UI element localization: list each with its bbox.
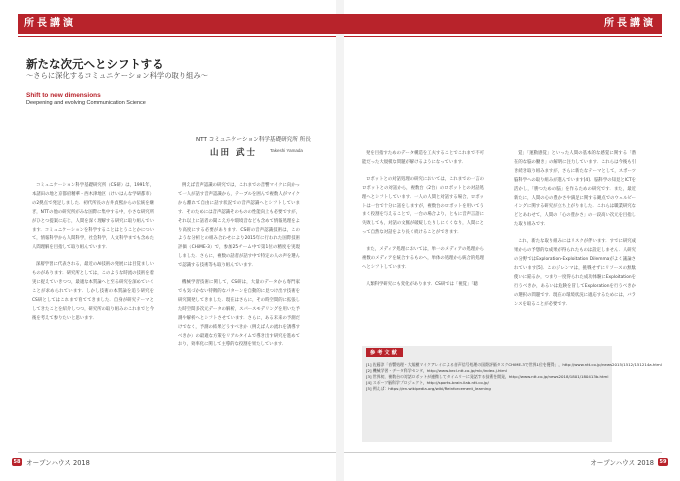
body-column-4 (514, 150, 636, 317)
body-column-2 (178, 182, 300, 358)
header-rule (18, 36, 336, 37)
references-title: 参考文献 (366, 348, 403, 357)
paragraph: また，メディア処理においては，単一のメディアの処理から複数のメディアを統合するものへ，単体の処理から統合的処理へとシフトしています． (362, 247, 484, 270)
reference-item: [2] 機械学習・データ科学センタ，http://www.kecl.ntt.co.jp/mlc/index.j.html (366, 368, 507, 373)
author-name-english: Takeshi Yamada (270, 148, 303, 153)
footer-event-label: オープンハウス 2018 (590, 459, 654, 467)
reference-item: [4] スポーツ脳科学プロジェクト，http://sports-brain.ilab.ntt.co.jp/ (366, 380, 489, 385)
paragraph: 覚」「運動感覚」といった人間の基本的な感覚に関する「潜在的な脳の働き」の解明に注力しています．これらは今後も引き続き取り組みますが，さらに新たなテーマとして，スポーツ脳科学への取り組みが進んでいます[4]．脳科学の知見とICTを活かし，「勝つための脳」を作るための研究です．また，最近新たに，人間の心の豊かさや満足に関する観点でのウェルビーイングに関する研究が立ち上がりました．これらは職業研究などとあわせて，人間の「心の豊かさ」の一段高い次元を目指した取り組みです． (514, 151, 636, 228)
footer-event-label: オープンハウス 2018 (26, 459, 90, 467)
reference-item: [3] 世界初，複数台の対話ロボットが連携してタイムリーに発話する技術を開発，http://www.ntt.co.jp/news2018/1801/180413b.html (366, 374, 609, 379)
body-column-3 (362, 150, 484, 298)
english-title: Shift to new dimensions (26, 92, 101, 99)
section-tab: 所長講演 (18, 14, 342, 34)
right-page (344, 0, 680, 481)
page-number-right: 59 (659, 459, 667, 465)
references-list (366, 362, 662, 392)
references-box (362, 346, 662, 442)
article-title: 新たな次元へとシフトする (26, 57, 164, 71)
page-number-left: 58 (13, 459, 21, 465)
footer-rule (18, 452, 336, 453)
reference-item: [1] 佐藤淳「音響処理・大規模マイクアレイによる音声信号処理の国際評価タスクCHiME-3で世界1位を獲得」，http://www.ntt.co.jp/news2015/1512/151214a.html (366, 362, 662, 367)
header-rule (344, 36, 662, 37)
left-page (0, 0, 336, 481)
body-column-1 (32, 182, 154, 332)
paragraph: ロボットとの対話処理の研究においては，これまでの一言のロボットとの対話から，複数台（2台）のロボットとの対話処理へとシフトしています．一人の人間と対話する場合，ロボットは一台で十分に話をしますが，複数台のロボットを用いてうまく役割を与えることで，一台の場合より，ともに音声言語に失敗しても，対話の文脈が破綻したりしにくくなり，人間にとって自然な対話をより長く続けることができます． (362, 176, 484, 236)
footer-rule (344, 452, 662, 453)
paragraph: これ，新たな取り組みにはリスクが伴います．すでに研究成果からの予想的な成果が得られたものは設定しません．人研究の分野ではExploration-Exploitation Dilemmaがよく議論されています[5]．このジレンマは，挑戦せずにリソースの無駄使いに陥るか，つまり一度得られた成功体験にExploitationを行うべきか，あるいは危険を冒してExplorationを行うべきかの選択の問題です．現在の環境状況に適応するためには，バランスを取ることが必要です． (514, 239, 636, 307)
section-tab: 所長講演 (338, 14, 662, 34)
reference-item: [5] 例えば：https://en.wikipedia.org/wiki/Reinforcement_learning (366, 386, 491, 391)
paragraph: 人類科学研究にも変化があります．CS研では「視覚」「聴 (366, 281, 478, 287)
article-subtitle: 〜さらに深化するコミュニケーション科学の取り組み〜 (26, 71, 208, 80)
author-name: 山田 武士 (210, 148, 257, 158)
english-subtitle: Deepening and evolving Communication Science (26, 100, 146, 106)
author-affiliation: NTT コミュニケーション科学基礎研究所 所長 (196, 137, 311, 143)
paragraph: 発を目指すためのデータ構造を工夫することでこれまで不可能だった大規模な問題が解けるようになっています． (362, 151, 484, 165)
paragraph: 機械学習技術に関して，CS研は，大量のデータから専門家でも気づかない特徴的なパターンを自動的に見つけ出す技術を研究開発してきました．現在はさらに，その時空間的に拡張した時空間多次元データの解析，スパースモデリングを用いた予測や解析へとシフトさせています．さらに，ある未来の予測だけでなく，予測の結果どうすべきか（例えば人の流れを誘導すべきか）の最適な方策をリアルタイムで導き出す研究を進めており，効率化に関して主導的な役割を果たしています． (178, 280, 300, 348)
paragraph: コミュニケーション科学基礎研究所（CS研）は，1991年，本諸田の地と京都府精華・西木津地区（けいはんな学研都市）の2拠点で発足しました．初代所長の古井貞熙からの伝統を継ぎ，NTTの他の研究所がみな国際に集中する中，小さな研究所がひとつ提案に応じ，人間を深く理解する研究に取り組んでいます．コミュニケーションを科学することはとうことかについて，情報科学から人間科学，社会科学，人文科学までも含めた人間理解を目指して取り組んでいます． (32, 183, 154, 251)
paragraph: 深層学習に代表される，最近のAI技術の発展には目覚ましいものがあります．研究所としては，このような時流の技術を着実に捉えていきつつ，最適な本質論へと至る研究を深めていくことが求められています．しかし技術の本質論を追う研究をCS研としてはこれまで育ててきました．自身が研究テーマとしてきたことを紹介しつつ，研究所の取り組みのこれまでと今後を考えて参りたいと思います． (32, 262, 154, 321)
paragraph: 例えば音声認識の研究では，これまでの音響マイクに向かって一人が話す音声認識から，テーブルを囲んで複数人がマイクから離れて自由に話す状況での音声認識へとシフトしています．そのためには音声認識そのものの性能向上も必要ですが，それ以上に話者の聞こえ方や環境音なども含めて情報処理をより高度にする必要があります．CS研の音声認識技術は，このような分析との組み合わせにより2015年に行われた国際技術評価（CHiME-3）で，参加25チーム中で第1位の精度を実現しました．さらに，複数の話者が話す中で特定の人の声を選んで認識する技術等も取り組んでいます． (178, 183, 300, 269)
